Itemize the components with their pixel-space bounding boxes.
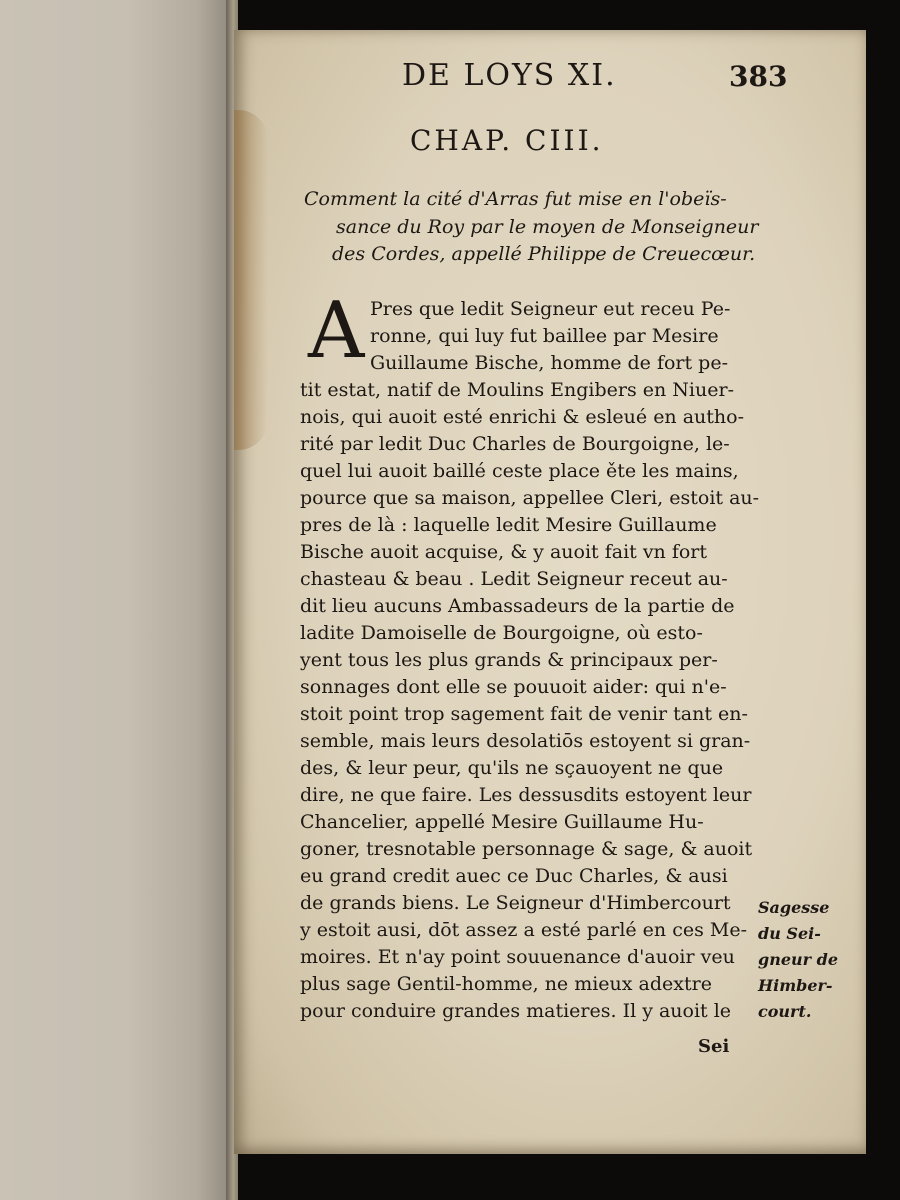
body-text-line: yent tous les plus grands & principaux per- bbox=[300, 649, 718, 671]
body-text-line: rité par ledit Duc Charles de Bourgoigne, le- bbox=[300, 433, 730, 455]
running-head: DE LOYS XI. bbox=[402, 58, 617, 93]
page-stain bbox=[234, 110, 268, 450]
body-text-line: tit estat, natif de Moulins Engibers en Niuer- bbox=[300, 379, 734, 401]
body-text-line: Guillaume Bische, homme de fort pe- bbox=[370, 352, 728, 374]
left-page bbox=[0, 0, 232, 1200]
body-text-line: ladite Damoiselle de Bourgoigne, où esto- bbox=[300, 622, 703, 644]
right-page bbox=[234, 30, 866, 1154]
body-text-line: plus sage Gentil-homme, ne mieux adextre bbox=[300, 973, 712, 995]
chapter-summary-line: sance du Roy par le moyen de Monseigneur bbox=[336, 216, 759, 238]
catchword: Sei bbox=[698, 1036, 730, 1057]
chapter-title: CHAP. CIII. bbox=[410, 124, 604, 157]
body-text-line: stoit point trop sagement fait de venir tant en- bbox=[300, 703, 748, 725]
body-text-line: de grands biens. Le Seigneur d'Himbercourt bbox=[300, 892, 731, 914]
body-text-line: chasteau & beau . Ledit Seigneur receut au- bbox=[300, 568, 728, 590]
body-text-line: pource que sa maison, appellee Cleri, estoit au- bbox=[300, 487, 760, 509]
body-text-line: eu grand credit auec ce Duc Charles, & ausi bbox=[300, 865, 728, 887]
body-text-line: Bische auoit acquise, & y auoit fait vn fort bbox=[300, 541, 708, 563]
body-text-line: pres de là : laquelle ledit Mesire Guillaume bbox=[300, 514, 717, 536]
chapter-summary-line: Comment la cité d'Arras fut mise en l'obeïs- bbox=[304, 188, 727, 210]
body-text-line: dit lieu aucuns Ambassadeurs de la partie de bbox=[300, 595, 735, 617]
body-text-line: goner, tresnotable personnage & sage, & auoit bbox=[300, 838, 753, 860]
body-text-line: sonnages dont elle se pouuoit aider: qui n'e- bbox=[300, 676, 727, 698]
page-number: 383 bbox=[729, 60, 788, 93]
body-text-line: y estoit ausi, dōt assez a esté parlé en ces Me- bbox=[300, 919, 747, 941]
body-text-line: quel lui auoit baillé ceste place ěte les mains, bbox=[300, 460, 739, 482]
marginal-note-line: gneur de bbox=[758, 950, 838, 969]
chapter-summary-line: des Cordes, appellé Philippe de Creuecœur. bbox=[332, 243, 756, 265]
marginal-note-line: Himber- bbox=[758, 976, 833, 995]
body-text-line: ronne, qui luy fut baillee par Mesire bbox=[370, 325, 719, 347]
marginal-note-line: court. bbox=[758, 1002, 812, 1021]
body-text-line: semble, mais leurs desolatiōs estoyent si gran- bbox=[300, 730, 751, 752]
marginal-note-line: du Sei- bbox=[758, 924, 821, 943]
body-text-line: pour conduire grandes matieres. Il y auoit le bbox=[300, 1000, 732, 1022]
body-text-line: Pres que ledit Seigneur eut receu Pe- bbox=[370, 298, 731, 320]
body-text-line: des, & leur peur, qu'ils ne sçauoyent ne que bbox=[300, 757, 724, 779]
marginal-note-line: Sagesse bbox=[758, 898, 830, 917]
drop-cap: A bbox=[308, 286, 365, 376]
body-text-line: moires. Et n'ay point souuenance d'auoir veu bbox=[300, 946, 735, 968]
body-text-line: Chancelier, appellé Mesire Guillaume Hu- bbox=[300, 811, 704, 833]
body-text-line: nois, qui auoit esté enrichi & esleué en autho- bbox=[300, 406, 745, 428]
body-text-line: dire, ne que faire. Les dessusdits estoyent leur bbox=[300, 784, 752, 806]
